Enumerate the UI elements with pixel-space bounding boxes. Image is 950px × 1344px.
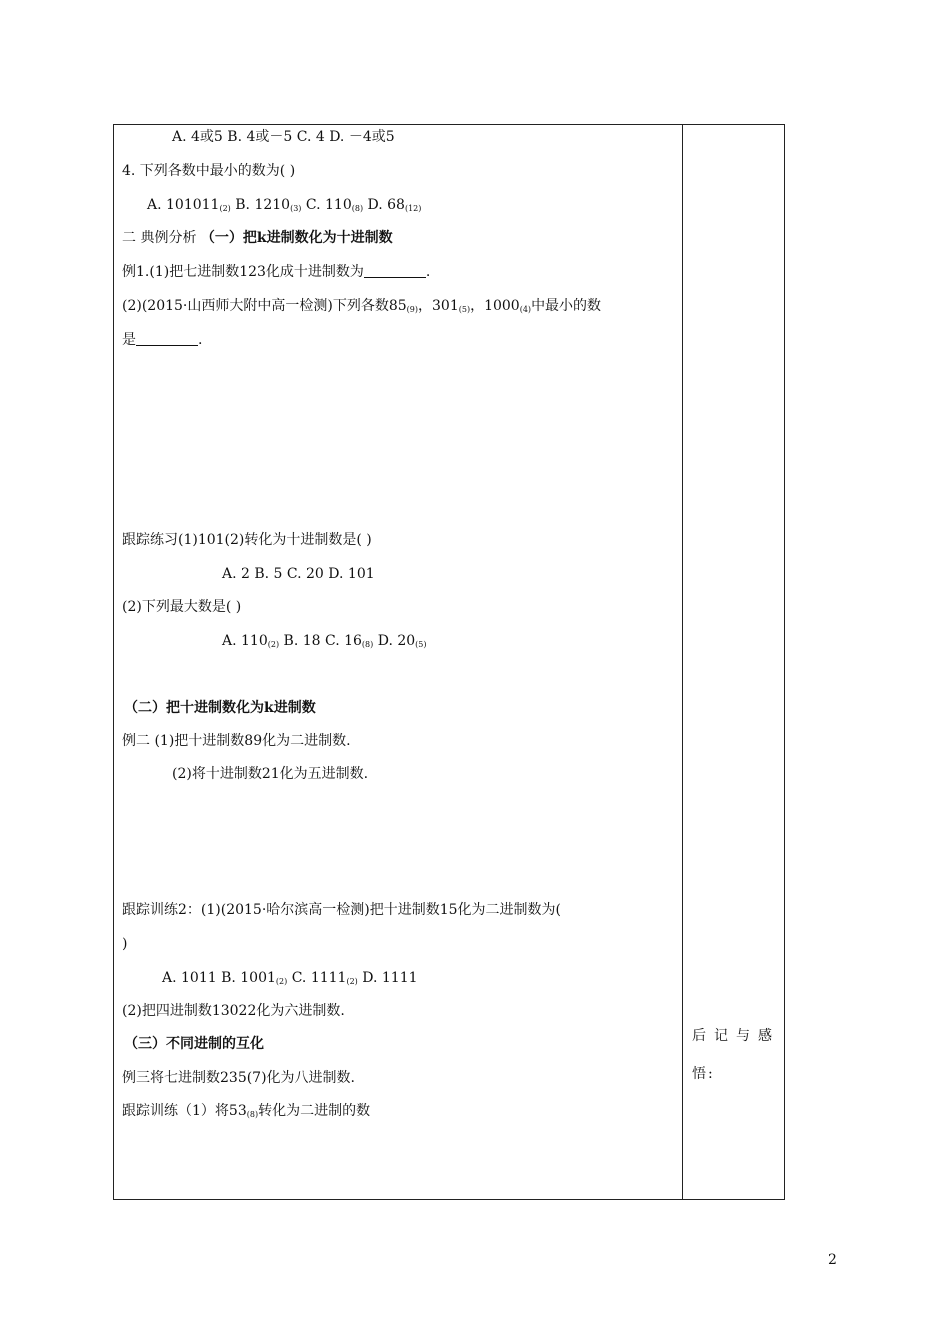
example-1-part-1 [122,262,430,282]
practice-2-options [222,631,427,655]
base-subscript: (2) [219,204,231,213]
option-c: C. 1111 [287,970,347,986]
example-1-part-2-cont [122,330,202,350]
section-heading-3: （三）不同进制的互化 [124,1036,264,1052]
page-number: 2 [828,1252,837,1268]
base-subscript: (2) [267,640,280,649]
base-subscript: (2) [346,977,358,986]
section-heading-1 [122,228,393,248]
base-subscript: (4) [519,305,532,314]
practice-text: 转化为二进制的数 [258,1103,371,1119]
option-d: D. 68 [363,197,405,213]
base-subscript: (5) [415,640,427,649]
example-3: 例三将七进制数235(7)化为八进制数. [122,1070,356,1086]
option-a: A. 110 [222,633,268,649]
base-subscript: (5) [458,305,471,314]
base-subscript: (3) [290,204,302,213]
example-text: 中最小的数 [531,298,602,314]
section-title: （一）把k进制数化为十进制数 [200,230,393,246]
question-4-options [147,195,421,219]
base-subscript: (12) [404,204,422,213]
answer-blank [136,331,198,346]
side-notes-line-2: 悟: [692,1066,715,1082]
practice-3-options [162,968,418,992]
base-subscript: (8) [351,204,364,213]
option-a: A. 101011 [147,197,220,213]
base-subscript: (9) [406,305,418,314]
example-2-part-2: (2)将十进制数21化为五进制数. [172,766,369,782]
example-text: 是 [122,332,136,348]
example-text: ，301 [418,298,459,314]
option-b: B. 1210 [230,197,291,213]
example-text: ，1000 [470,298,520,314]
practice-3: 跟踪训练2：(1)(2015·哈尔滨高一检测)把十进制数15化为二进制数为( [122,902,562,918]
practice-2: (2)下列最大数是( ) [122,599,242,615]
option-b-c: B. 18 C. 16 [279,633,362,649]
example-1-part-2 [122,296,601,320]
example-2-part-1: 例二 (1)把十进制数89化为二进制数. [122,733,351,749]
period: . [198,332,203,348]
practice-1: 跟踪练习(1)101(2)转化为十进制数是( ) [122,532,372,548]
section-label: 二 典例分析 [122,230,197,246]
option-c: C. 110 [301,197,352,213]
practice-3-cont: ) [122,936,128,952]
answer-blank [364,263,426,278]
practice-text: 跟踪训练（1）将53 [122,1103,247,1119]
side-notes-line-1: 后记与感 [692,1028,780,1044]
practice-5 [122,1101,370,1125]
option-a-b: A. 1011 B. 1001 [162,970,276,986]
base-subscript: (8) [361,640,374,649]
question-4: 4. 下列各数中最小的数为( ) [122,163,296,179]
example-text: (2)(2015·山西师大附中高一检测)下列各数85 [122,298,407,314]
option-d: D. 20 [373,633,416,649]
option-d: D. 1111 [357,970,418,986]
practice-1-options: A. 2 B. 5 C. 20 D. 101 [222,566,375,582]
period: . [425,264,431,280]
base-subscript: (8) [246,1110,259,1119]
example-text: 例1.(1)把七进制数123化成十进制数为 [122,264,364,280]
base-subscript: (2) [275,977,288,986]
options-line-1: A. 4或5 B. 4或－5 C. 4 D. －4或5 [172,129,395,145]
practice-4: (2)把四进制数13022化为六进制数. [122,1003,345,1019]
section-heading-2: （二）把十进制数化为k进制数 [124,700,316,716]
column-divider [682,124,683,1200]
